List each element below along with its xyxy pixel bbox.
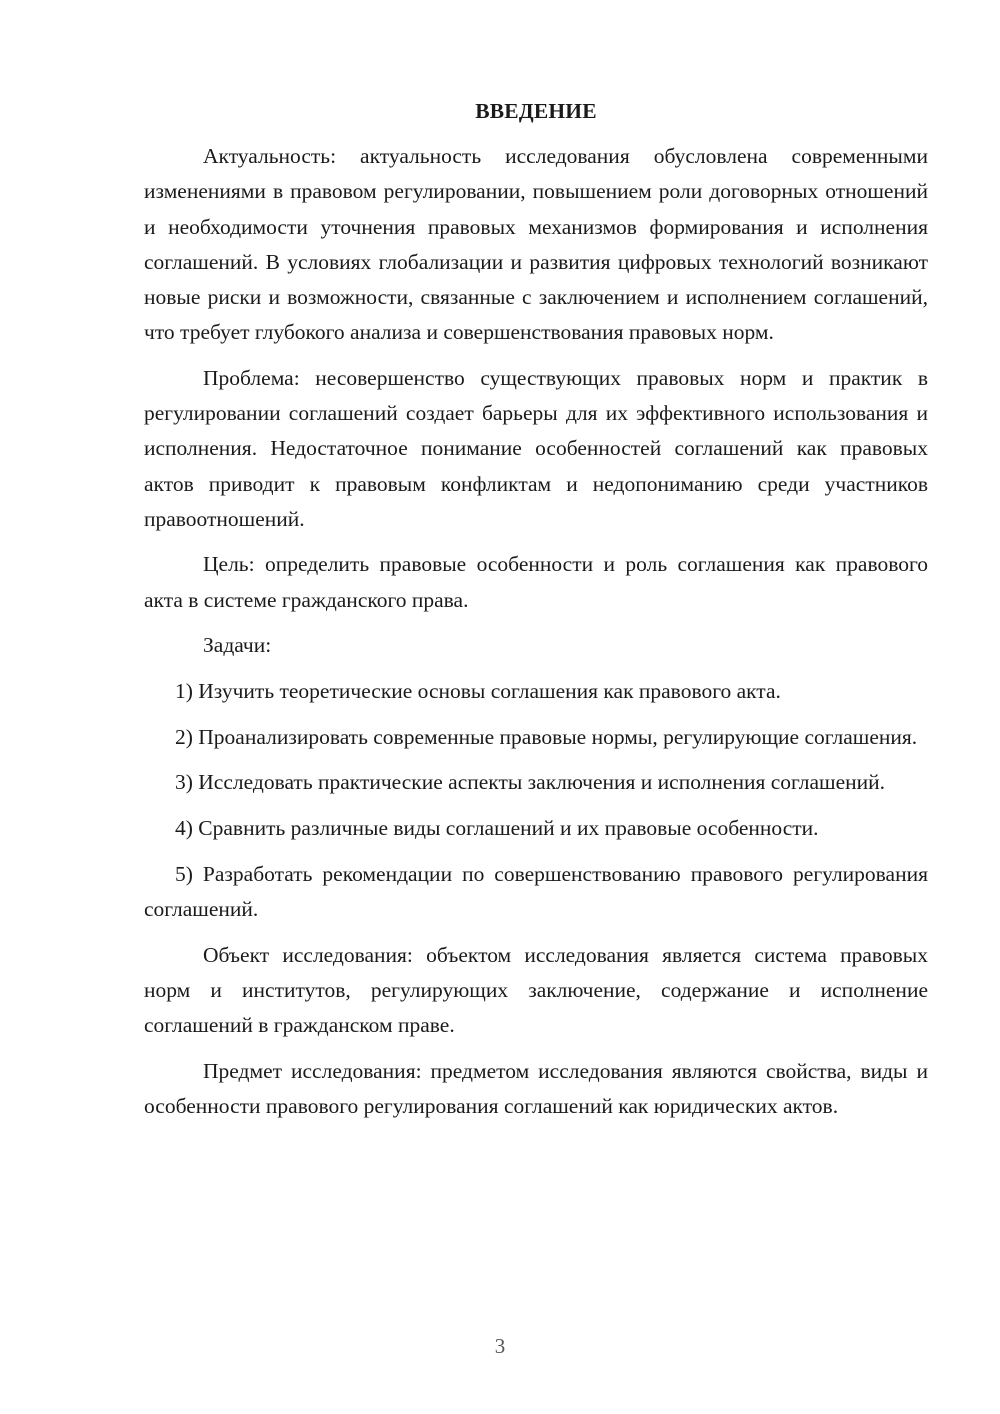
task-item-1: 1) Изучить теоретические основы соглашения как правового акта. — [175, 679, 781, 704]
task-item-5: 5) Разработать рекомендации по совершенствованию правового регулирования соглашений. — [144, 861, 928, 922]
page-number: 3 — [494, 1334, 506, 1358]
subject-paragraph: Предмет исследования: предметом исследования являются свойства, виды и особенности правового регулирования соглашений как юридических актов. — [144, 1058, 928, 1119]
tasks-label: Задачи: — [203, 633, 272, 658]
task-item-4: 4) Сравнить различные виды соглашений и их правовые особенности. — [175, 816, 819, 841]
task-item-3: 3) Исследовать практические аспекты заключения и исполнения соглашений. — [175, 770, 886, 795]
object-paragraph: Объект исследования: объектом исследования является система правовых норм и институтов, регулирующих заключение, содержание и исполнение соглашений в гражданском праве. — [144, 942, 928, 1038]
page-content — [144, 94, 928, 1135]
task-item-2: 2) Проанализировать современные правовые нормы, регулирующие соглашения. — [175, 724, 918, 749]
problem-paragraph: Проблема: несовершенство существующих правовых норм и практик в регулировании соглашений создает барьеры для их эффективного использования и исполнения. Недостаточное понимание особенностей соглашений как правовых актов приводит к правовым конфликтам и недопониманию среди участников правоотношений. — [144, 365, 928, 531]
relevance-paragraph: Актуальность: актуальность исследования обусловлена современными изменениями в правовом регулировании, повышением роли договорных отношений и необходимости уточнения правовых механизмов формирования и исполнения соглашений. В условиях глобализации и развития цифровых технологий возникают новые риски и возможности, связанные с заключением и исполнением соглашений, что требует глубокого анализа и совершенствования правовых норм. — [144, 144, 928, 345]
goal-paragraph: Цель: определить правовые особенности и роль соглашения как правового акта в системе гражданского права. — [144, 552, 928, 612]
section-heading: ВВЕДЕНИЕ — [475, 99, 597, 123]
